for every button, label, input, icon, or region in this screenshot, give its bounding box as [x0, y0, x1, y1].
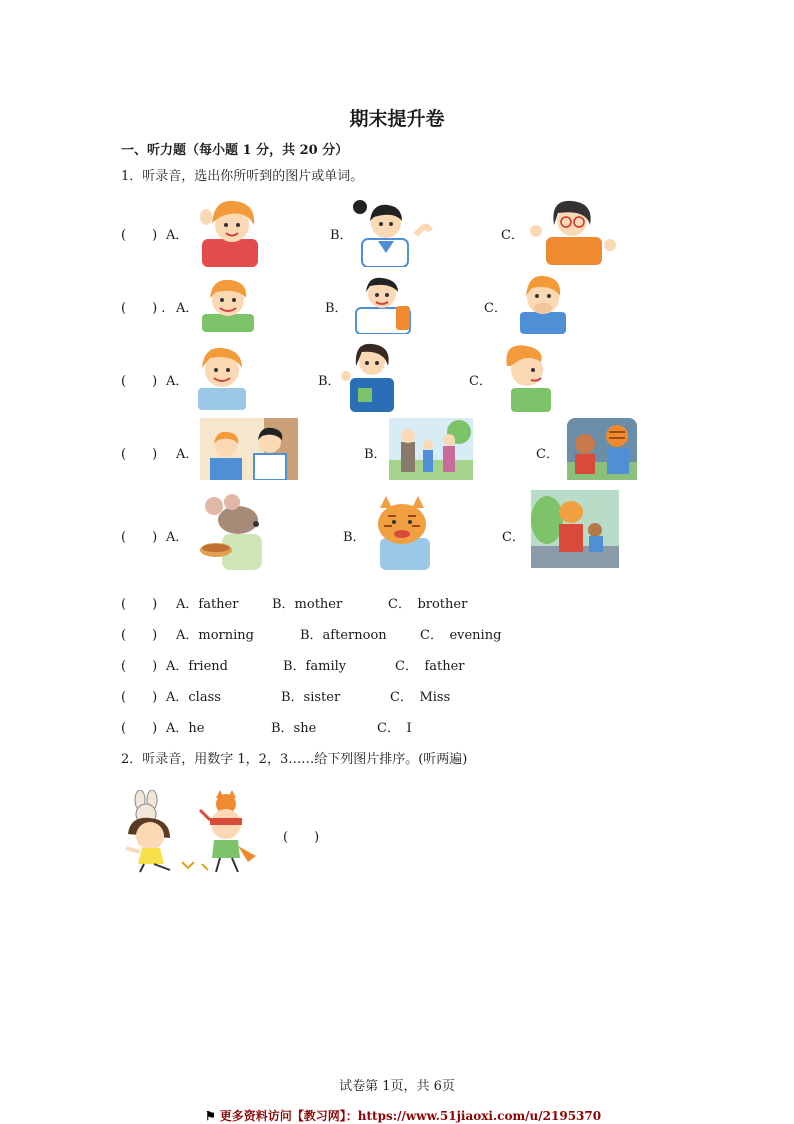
option-c-label: C．	[469, 374, 492, 389]
woman-teacher-picture	[340, 340, 402, 412]
option-c-label: C．	[502, 530, 525, 545]
answer-blank[interactable]: ( )	[121, 374, 158, 389]
option-c: C． evening	[420, 628, 502, 643]
question-1-instruction: 1．听录音，选出你所听到的图片或单词。	[121, 169, 364, 184]
option-b: B．mother	[272, 597, 343, 612]
flag-icon: ⚑	[205, 1109, 216, 1123]
mouse-with-pie-picture	[196, 494, 276, 570]
answer-blank[interactable]: ( )	[283, 830, 320, 845]
boy-covering-mouth-picture	[516, 272, 570, 334]
option-c-label: C．	[484, 301, 507, 316]
boy-smiling-picture	[198, 276, 258, 332]
option-b-label: B．	[364, 447, 387, 462]
option-a-label: A．	[176, 301, 199, 316]
answer-blank[interactable]: ( )	[121, 628, 158, 643]
section-heading: 一、听力题（每小题 1 分，共 20 分）	[121, 143, 349, 158]
tiger-and-bear-picture	[531, 490, 619, 568]
answer-blank[interactable]: ( )	[121, 597, 158, 612]
woman-with-glasses-picture	[528, 195, 618, 265]
girl-waving-picture	[198, 195, 264, 267]
two-boys-talking-picture	[200, 418, 298, 480]
page-footer: 试卷第 1页，共 6页	[339, 1079, 455, 1094]
option-b: B．sister	[281, 690, 341, 705]
option-a-label: A．	[176, 447, 199, 462]
option-c: C． I	[377, 721, 412, 736]
answer-blank[interactable]: ( )	[121, 690, 158, 705]
option-b-label: B．	[318, 374, 341, 389]
option-b-label: B．	[343, 530, 366, 545]
option-a: A．friend	[166, 659, 228, 674]
animal-characters-picture	[567, 418, 637, 480]
option-a-label: A．	[166, 374, 189, 389]
option-b: B．she	[271, 721, 317, 736]
girl-with-ponytail-picture	[350, 195, 436, 267]
option-b: B．family	[283, 659, 347, 674]
resource-link-text[interactable]: 更多资料访问【教习网】：https://www.51jiaoxi.com/u/2195370	[219, 1109, 602, 1123]
option-a-label: A．	[166, 530, 189, 545]
answer-blank[interactable]: ( )	[121, 447, 158, 462]
answer-blank[interactable]: ( )	[121, 659, 158, 674]
answer-blank[interactable]: ( )	[121, 721, 158, 736]
answer-blank[interactable]: ( )	[121, 530, 158, 545]
option-a: A．father	[176, 597, 239, 612]
option-b: B．afternoon	[300, 628, 387, 643]
tiger-cat-picture	[366, 494, 436, 570]
option-c-label: C．	[536, 447, 559, 462]
option-b-label: B．	[330, 228, 353, 243]
option-c: C． brother	[388, 597, 468, 612]
option-b-label: B．	[325, 301, 348, 316]
option-c: C． father	[395, 659, 465, 674]
children-playing-picture	[120, 790, 270, 874]
answer-blank[interactable]: ( )	[121, 228, 158, 243]
option-a: A．morning	[176, 628, 254, 643]
page-title: 期末提升卷	[349, 108, 445, 130]
answer-blank[interactable]: ( ) .	[121, 301, 166, 316]
question-2-instruction: 2．听录音，用数字 1，2，3……给下列图片排序。(听两遍)	[121, 752, 468, 767]
man-side-profile-picture	[497, 342, 555, 412]
option-c: C． Miss	[390, 690, 451, 705]
option-a: A．he	[166, 721, 205, 736]
resource-link[interactable]	[205, 1107, 601, 1124]
family-in-park-picture	[389, 418, 473, 480]
boy-with-backpack-picture	[348, 270, 418, 334]
option-c-label: C．	[501, 228, 524, 243]
option-a: A．class	[166, 690, 221, 705]
option-a-label: A．	[166, 228, 189, 243]
man-smiling-picture	[192, 344, 252, 410]
